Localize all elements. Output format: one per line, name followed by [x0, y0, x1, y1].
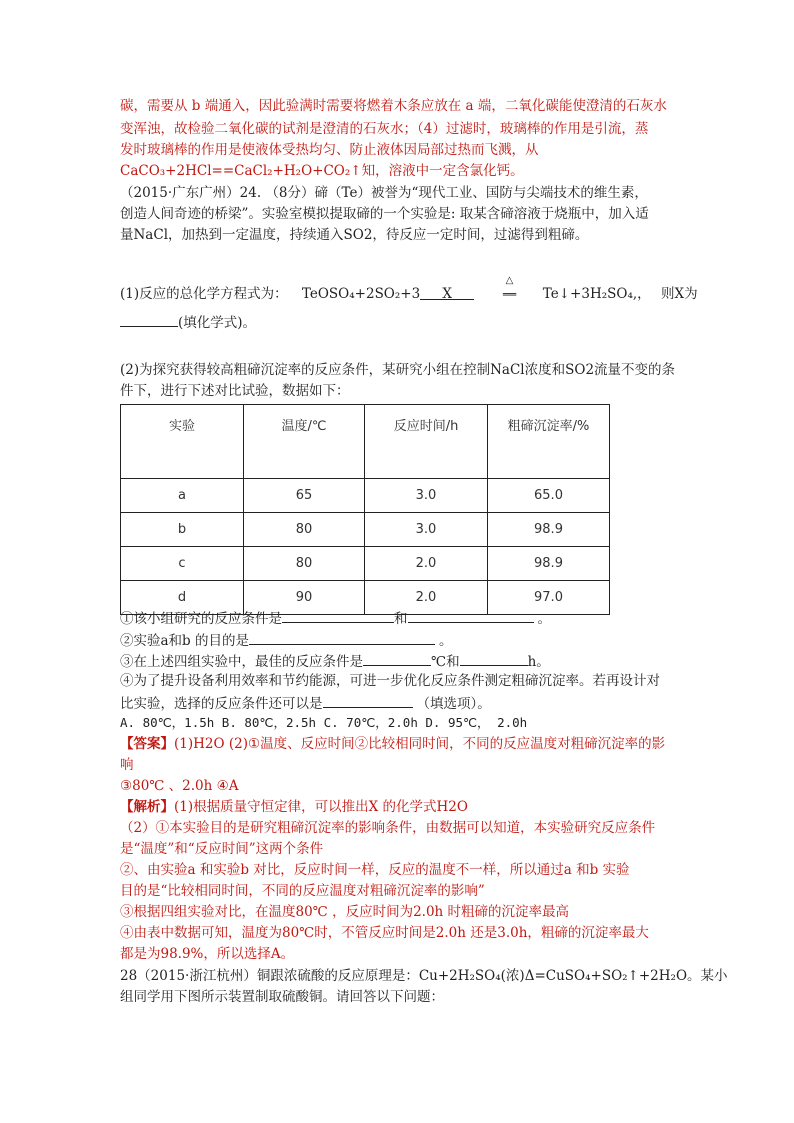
cell-time: 2.0	[365, 581, 488, 615]
fill-hint: （填选项）。	[416, 696, 491, 712]
answer-blank	[460, 651, 528, 666]
equation-x: X	[442, 286, 453, 302]
q24-intro-line-3: 量NaCl，加热到一定温度，持续通入SO2，待反应一定时间，过滤得到粗碲。	[120, 227, 589, 243]
table-row	[121, 513, 610, 547]
header-temperature: 温度/℃	[244, 405, 365, 479]
equation-x-blank	[420, 285, 474, 300]
cell-rate: 97.0	[488, 581, 610, 615]
answer-text: (1)H2O (2)①温度、反应时间②比较相同时间，不同的反应温度对粗碲沉淀率的影	[174, 736, 666, 752]
cell-experiment: d	[121, 581, 244, 615]
prev-answer-line-4: CaCO₃+2HCl==CaCl₂+H₂O+CO₂↑知，溶液中一定含氯化钙。	[120, 163, 524, 179]
analysis-line-8: 都是为98.9%，所以选择A。	[120, 946, 295, 962]
answer-blank	[323, 693, 413, 708]
analysis-tag: 【解析】	[120, 799, 174, 815]
q24-intro-line-1: （2015·广东广州）24. （8分）碲（Te）被誉为“现代工业、国防与尖端技术的维生素，	[120, 185, 648, 201]
analysis-line-3: 是“温度”和“反应时间”这两个条件	[120, 841, 324, 857]
cell-rate: 98.9	[488, 513, 610, 547]
analysis-line-5: 目的是“比较相同时间，不同的反应温度对粗碲沉淀率的影响”	[120, 883, 485, 899]
analysis-line-4: ②、由实验a 和实验b 对比，反应时间一样，反应的温度不一样，所以通过a 和b 实验	[120, 862, 630, 878]
answer-blank	[249, 630, 435, 645]
answer-line-2: 响	[120, 757, 134, 773]
prev-answer-line-1: 碳，需要从 b 端通入，因此验满时需要将燃着木条应放在 a 端，二氧化碳能使澄清的石灰水	[120, 98, 667, 114]
subquestion-2-text: ②实验a和b 的目的是	[120, 633, 249, 649]
equation-condition: △ ══	[493, 285, 527, 304]
answer-blank	[282, 608, 394, 623]
prev-answer-line-2: 变浑浊，故检验二氧化碳的试剂是澄清的石灰水；（4）过滤时，玻璃棒的作用是引流，蒸	[120, 121, 649, 137]
subquestion-1	[120, 608, 551, 628]
analysis-line-2: （2）①本实验目的是研究粗碲沉淀率的影响条件，由数据可以知道，本实验研究反应条件	[120, 820, 656, 836]
cell-temperature: 90	[244, 581, 365, 615]
analysis-line-7: ④由表中数据可知，温度为80℃时，不管反应时间是2.0h 还是3.0h，粗碲的沉淀率最大	[120, 925, 649, 941]
cell-experiment: a	[121, 479, 244, 513]
conjunction: 和	[394, 611, 408, 627]
analysis-line-6: ③根据四组实验对比，在温度80℃ ，反应时间为2.0h 时粗碲的沉淀率最高	[120, 904, 570, 920]
cell-time: 3.0	[365, 479, 488, 513]
experiment-table	[120, 404, 610, 615]
subquestion-2	[120, 630, 452, 650]
unit-hours: h。	[527, 654, 550, 670]
cell-temperature: 80	[244, 547, 365, 581]
answer-line-3: ③80℃ 、2.0h ④A	[120, 778, 239, 794]
analysis-line-1	[120, 798, 468, 816]
subquestion-3-text: ③在上述四组实验中，最佳的反应条件是	[120, 654, 363, 670]
answer-tag: 【答案】	[120, 736, 174, 752]
answer-blank	[120, 312, 178, 327]
header-experiment: 实验	[121, 405, 244, 479]
q24-part1-equation	[120, 275, 698, 304]
cell-rate: 98.9	[488, 547, 610, 581]
table-row	[121, 479, 610, 513]
heat-symbol: △	[505, 275, 514, 286]
table-row	[121, 547, 610, 581]
answer-line-1	[120, 735, 665, 753]
period: 。	[537, 611, 551, 627]
equation-rhs: Te↓+3H₂SO₄,，	[542, 286, 651, 302]
q24-intro-line-2: 创造人间奇迹的桥梁”。实验室模拟提取碲的一个实验是: 取某含碲溶液于烧瓶中，加入适	[120, 206, 649, 222]
cell-temperature: 80	[244, 513, 365, 547]
answer-blank	[408, 608, 534, 623]
cell-temperature: 65	[244, 479, 365, 513]
subquestion-3	[120, 651, 550, 671]
period: 。	[438, 633, 453, 649]
q24-part1-fill	[120, 312, 256, 332]
header-rate: 粗碲沉淀率/%	[488, 405, 610, 479]
q24-part2-line-2: 件下，进行下述对比试验，数据如下：	[120, 383, 350, 399]
subquestion-1-text: ①该小组研究的反应条件是	[120, 611, 282, 627]
subquestion-4-line-2	[120, 693, 491, 713]
q24-part2-line-1: (2)为探究获得较高粗碲沉淀率的反应条件，某研究小组在控制NaCl浓度和SO2流量不变的条	[120, 362, 676, 378]
fill-hint: (填化学式)。	[178, 315, 257, 331]
subquestion-4-text: 比实验，选择的反应条件还可以是	[120, 696, 323, 712]
equation-lhs: TeOSO₄+2SO₂+3	[301, 286, 421, 302]
prev-answer-line-3: 发时玻璃棒的作用是使液体受热均匀、防止液体因局部过热而飞溅，从	[120, 142, 539, 158]
part1-label: (1)反应的总化学方程式为：	[120, 286, 288, 302]
q28-line-2: 组同学用下图所示装置制取硫酸铜。请回答以下问题：	[120, 989, 444, 1005]
subquestion-4-line-1: ④为了提升设备利用效率和节约能源，可进一步优化反应条件测定粗碲沉淀率。若再设计对	[120, 673, 660, 689]
analysis-text: (1)根据质量守恒定律，可以推出X 的化学式H2O	[174, 799, 468, 815]
cell-experiment: b	[121, 513, 244, 547]
answer-blank	[363, 651, 431, 666]
options-line: A. 80℃，1.5h B. 80℃，2.5h C. 70℃，2.0h D. 95℃， 2.0h	[120, 715, 528, 730]
cell-time: 3.0	[365, 513, 488, 547]
cell-rate: 65.0	[488, 479, 610, 513]
cell-experiment: c	[121, 547, 244, 581]
header-time: 反应时间/h	[365, 405, 488, 479]
table-header-row	[121, 405, 610, 479]
q28-line-1: 28（2015·浙江杭州）铜跟浓硫酸的反应原理是：Cu+2H₂SO₄(浓)Δ=CuSO₄+SO₂↑+2H₂O。某小	[120, 968, 728, 984]
equation-x-prompt: 则X为	[660, 286, 698, 302]
unit-and: ℃和	[431, 654, 460, 670]
cell-time: 2.0	[365, 547, 488, 581]
